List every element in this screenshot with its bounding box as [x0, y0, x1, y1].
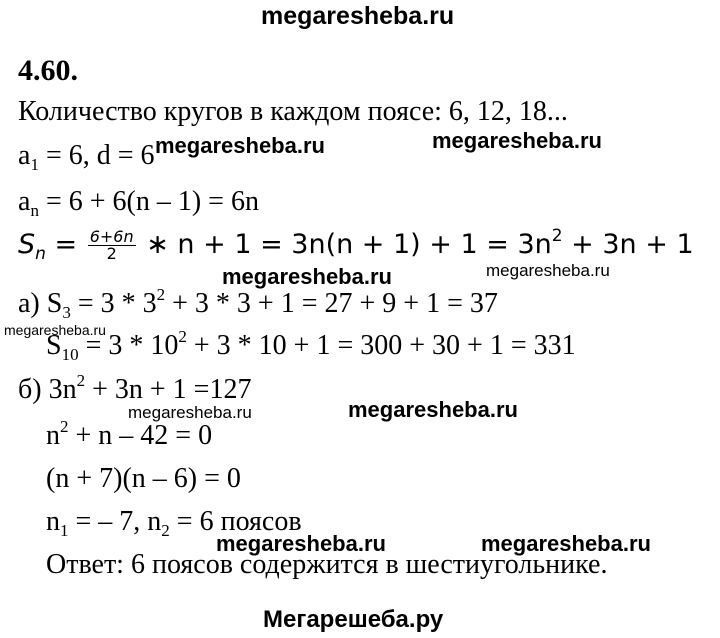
a1-line — [18, 140, 155, 174]
sum-formula — [18, 226, 694, 264]
quadratic-variable: n — [46, 420, 60, 451]
sum-expansion: ∗ n + 1 = 3n(n + 1) + 1 = 3n — [137, 229, 552, 260]
s10-line — [46, 327, 576, 364]
sum-tail: + 3n + 1 — [562, 229, 694, 260]
sum-symbol: S — [18, 229, 36, 260]
fraction-denominator: 2 — [106, 244, 117, 263]
watermark-8: megaresheba.ru — [216, 531, 386, 556]
sum-fraction — [88, 229, 136, 262]
watermark-1: megaresheba.ru — [155, 133, 325, 158]
watermark-7: megaresheba.ru — [348, 397, 518, 422]
watermark-9: megaresheba.ru — [481, 531, 651, 556]
watermark-3: megaresheba.ru — [222, 264, 392, 289]
part-a-middle: = 3 * 3 — [70, 288, 157, 319]
task-number: 4.60. — [18, 54, 78, 87]
part-a-subscript: 3 — [62, 303, 71, 322]
part-a-line — [18, 285, 498, 322]
fraction-numerator: 6+6n — [89, 227, 134, 246]
s10-superscript: 2 — [178, 327, 187, 346]
part-b-line — [18, 371, 252, 405]
quadratic-line — [46, 417, 213, 451]
s10-middle: = 3 * 10 — [78, 330, 179, 361]
roots-symbol: n — [46, 506, 60, 537]
quadratic-superscript: 2 — [60, 417, 69, 436]
part-a-label: а) S — [18, 288, 63, 319]
a1-value: = 6, d = 6 — [38, 140, 155, 171]
watermark-top: megaresheba.ru — [261, 2, 455, 30]
roots-subscript-2: 2 — [161, 521, 170, 540]
an-subscript: n — [30, 201, 39, 220]
quadratic-rest: + n – 42 = 0 — [68, 420, 213, 451]
watermark-5: megaresheba.ru — [4, 322, 106, 338]
s10-subscript: 10 — [61, 345, 79, 364]
s10-result: + 3 * 10 + 1 = 300 + 30 + 1 = 331 — [186, 330, 576, 361]
roots-result: = 6 поясов — [169, 506, 302, 537]
part-b-label: б) 3n — [18, 374, 77, 405]
watermark-4: megaresheba.ru — [486, 261, 610, 280]
sum-superscript: 2 — [551, 226, 563, 246]
an-value: = 6 + 6(n – 1) = 6n — [38, 186, 259, 217]
roots-subscript-1: 1 — [60, 521, 69, 540]
sum-subscript: n — [35, 244, 46, 264]
part-a-result: + 3 * 3 + 1 = 27 + 9 + 1 = 37 — [165, 288, 498, 319]
part-b-superscript: 2 — [76, 371, 86, 390]
watermark-6: megaresheba.ru — [128, 403, 252, 422]
a1-symbol: a — [18, 140, 31, 171]
watermark-2: megaresheba.ru — [432, 128, 602, 153]
intro-line: Количество кругов в каждом поясе: 6, 12, 18... — [18, 96, 568, 127]
s10-symbol: S — [46, 330, 62, 361]
part-b-equation: + 3n + 1 =127 — [85, 374, 252, 405]
footer-watermark: Мегарешеба.ру — [263, 606, 444, 633]
part-a-superscript: 2 — [156, 285, 166, 304]
an-symbol: a — [18, 186, 31, 217]
answer-line: Ответ: 6 поясов содержится в шестиугольнике. — [46, 549, 608, 580]
factored-line: (n + 7)(n – 6) = 0 — [46, 463, 241, 494]
sum-equals: = — [45, 229, 86, 260]
roots-middle: = – 7, n — [68, 506, 162, 537]
a1-subscript: 1 — [30, 155, 39, 174]
an-line — [18, 186, 259, 220]
